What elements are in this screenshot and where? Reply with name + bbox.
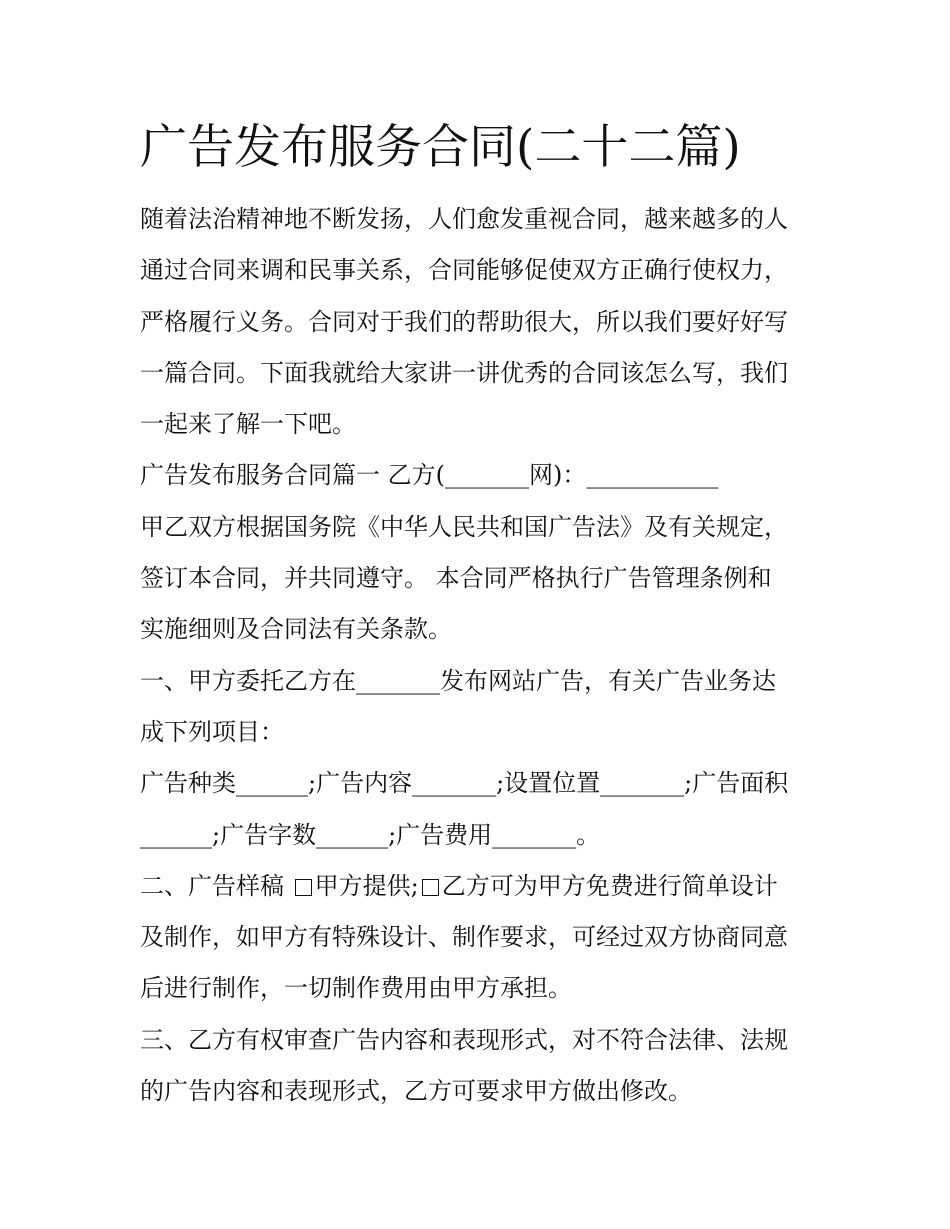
body-line: 随着法治精神地不断发扬，人们愈发重视合同，越来越多的人 <box>140 205 788 233</box>
body-line: 实施细则及合同法有关条款。 <box>140 615 452 644</box>
checkbox-party-b-label: 乙方可为甲方免费进行简单设计 <box>441 871 778 900</box>
body-line: 后进行制作，一切制作费用由甲方承担。 <box>140 974 572 1003</box>
clause-two-prefix: 二、广告样稿 <box>140 871 292 900</box>
contract-heading-line: 广告发布服务合同篇一 乙方(_______网)：___________ <box>140 461 719 490</box>
body-line: 及制作，如甲方有特殊设计、制作要求，可经过双方协商同意 <box>140 923 788 952</box>
checkbox-party-b[interactable] <box>422 879 439 896</box>
clause-one-line: 一、甲方委托乙方在_______发布网站广告，有关广告业务达 <box>140 666 776 695</box>
document-title: 广告发布服务合同(二十二篇) <box>140 120 741 175</box>
body-line: 的广告内容和表现形式，乙方可要求甲方做出修改。 <box>140 1077 692 1106</box>
body-line: 成下列项目： <box>140 717 284 746</box>
body-line: 通过合同来调和民事关系，合同能够促使双方正确行使权力， <box>140 256 788 285</box>
checkbox-party-a[interactable] <box>295 879 312 896</box>
document-body <box>140 194 830 1117</box>
body-line: 严格履行义务。合同对于我们的帮助很大，所以我们要好好写 <box>140 307 788 336</box>
ad-fields-line: ______;广告字数______;广告费用_______。 <box>140 820 601 849</box>
checkbox-party-a-label: 甲方提供; <box>314 871 419 900</box>
ad-fields-line: 广告种类______;广告内容_______;设置位置_______;广告面积 <box>140 769 789 798</box>
clause-three-line: 三、乙方有权审查广告内容和表现形式，对不符合法律、法规 <box>140 1025 788 1054</box>
body-line: 一篇合同。下面我就给大家讲一讲优秀的合同该怎么写，我们 <box>140 358 788 387</box>
body-line: 甲乙双方根据国务院《中华人民共和国广告法》及有关规定， <box>140 512 788 541</box>
body-line: 一起来了解一下吧。 <box>140 410 356 439</box>
body-line: 签订本合同，并共同遵守。 本合同严格执行广告管理条例和 <box>140 564 772 593</box>
clause-two-line <box>140 861 830 912</box>
